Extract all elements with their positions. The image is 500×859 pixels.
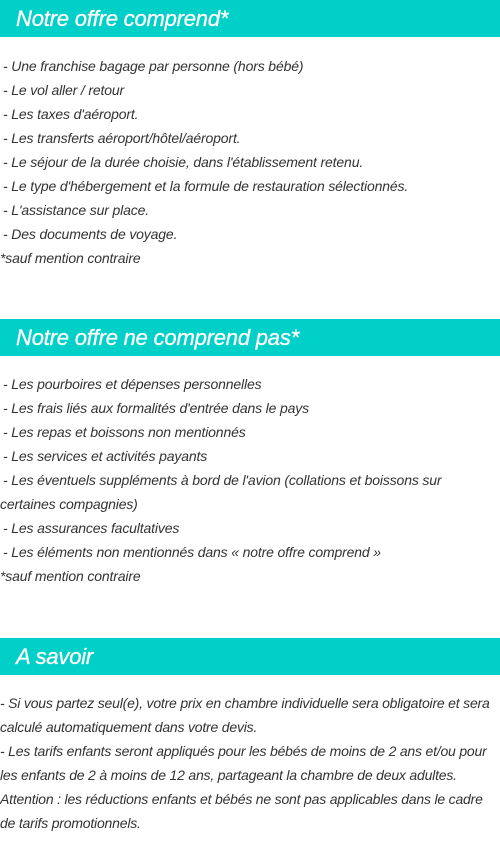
list-item: - Les frais liés aux formalités d'entrée dans le pays	[3, 400, 309, 416]
info-paragraphs	[0, 691, 500, 835]
section-title: Notre offre ne comprend pas*	[16, 325, 299, 350]
list-item: - Les transferts aéroport/hôtel/aéroport.	[3, 130, 241, 146]
section-header-excluded	[0, 319, 500, 356]
list-item-text: - Les éventuels suppléments à bord de l'avion (collations et boissons sur certaines compagnies)	[0, 472, 442, 512]
list-item: - Le séjour de la durée choisie, dans l'établissement retenu.	[3, 154, 364, 170]
section-title: A savoir	[16, 644, 94, 669]
footnote: *sauf mention contraire	[0, 568, 141, 584]
list-item: - Les pourboires et dépenses personnelles	[3, 376, 262, 392]
section-header-info	[0, 638, 500, 675]
section-header-included	[0, 0, 500, 37]
footnote: *sauf mention contraire	[0, 250, 141, 266]
list-item: - Une franchise bagage par personne (hors bébé)	[3, 58, 304, 74]
list-item: - Les repas et boissons non mentionnés	[3, 424, 246, 440]
list-item: - Les services et activités payants	[3, 448, 208, 464]
list-item: - Les taxes d'aéroport.	[3, 106, 139, 122]
list-item: - Des documents de voyage.	[3, 226, 178, 242]
list-item	[0, 468, 500, 516]
list-item: - Le type d'hébergement et la formule de restauration sélectionnés.	[3, 178, 409, 194]
info-paragraph: - Si vous partez seul(e), votre prix en chambre individuelle sera obligatoire et sera calculé automatiquement dans votre devis.	[0, 695, 490, 735]
info-paragraph: Attention : les réductions enfants et bébés ne sont pas applicables dans le cadre de tarifs promotionnels.	[0, 791, 483, 831]
excluded-list	[0, 372, 500, 588]
list-item: - Le vol aller / retour	[3, 82, 125, 98]
section-title: Notre offre comprend*	[16, 6, 229, 31]
list-item: - Les assurances facultatives	[3, 520, 180, 536]
info-paragraph: - Les tarifs enfants seront appliqués pour les bébés de moins de 2 ans et/ou pour les enfants de 2 à moins de 12 ans, partageant la chambre de deux adultes.	[0, 743, 487, 783]
included-list	[0, 54, 500, 270]
list-item: - Les éléments non mentionnés dans « notre offre comprend »	[3, 544, 381, 560]
list-item: - L'assistance sur place.	[3, 202, 149, 218]
